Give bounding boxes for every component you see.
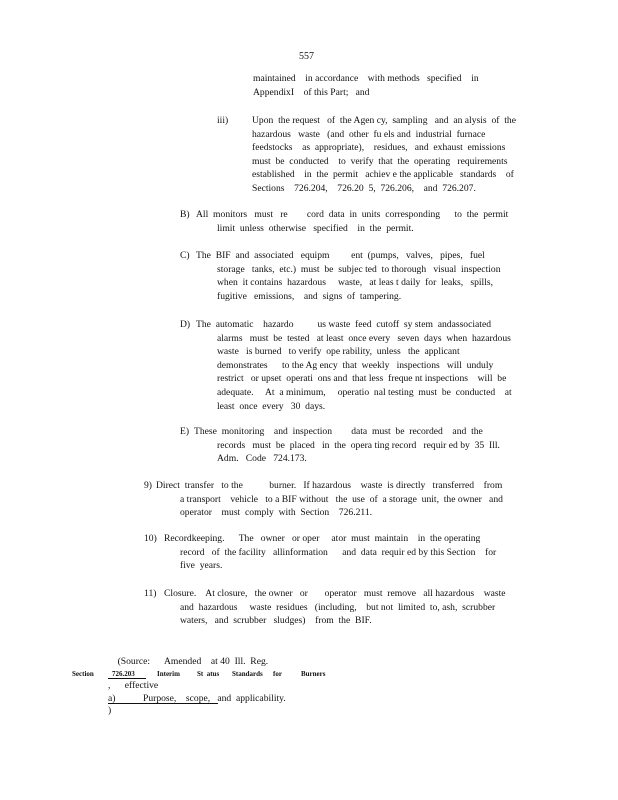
text-line: a transport vehicle to a BIF without the use of a storage unit, the owner and — [180, 493, 503, 505]
item-body — [196, 208, 508, 235]
source-note — [108, 641, 271, 731]
item-body — [196, 249, 501, 303]
text-line: Recordkeeping. The owner or oper ator must maintain in the operating — [164, 533, 481, 544]
text-line: Upon the request of the Agen cy, sampling and an alysis of the — [252, 115, 516, 126]
item-body — [252, 114, 516, 196]
text-line: hazardous waste (and other fu els and industrial furnace — [252, 128, 486, 140]
item-body — [143, 692, 286, 706]
source-separator: , — [108, 680, 111, 692]
text-line: Closure. At closure, the owner or operator must remove all hazardous waste — [164, 588, 506, 599]
text-line: alarms must be tested at least once every seven days when hazardous — [217, 332, 511, 344]
text-line: Sections 726.204, 726.20 5, 726.206, and 726.207. — [252, 182, 476, 194]
text-line: maintained in accordance with methods specified in — [253, 73, 479, 84]
section-number: 726.203 — [112, 670, 135, 678]
source-open: (Source: — [117, 655, 151, 667]
text-line: demonstrates to the Ag ency that weekly inspections will unduly — [217, 359, 494, 371]
text-line: restrict or upset operati ons and that less freque nt inspections will be — [217, 373, 507, 385]
item-label: C) — [180, 250, 190, 261]
section-title-word: St atus — [197, 670, 220, 678]
item-label: 11) — [144, 588, 157, 599]
text-line: record of the facility allinformation and data requir ed by this Section for — [180, 546, 497, 558]
item-body — [156, 479, 503, 520]
text-line: feedstocks as appropriate), residues, and exhaust emissions — [252, 142, 506, 154]
text-line: All monitors must re cord data in units corresponding to the permit — [196, 209, 509, 220]
text-line: adequate. At a minimum, operatio nal testing must be conducted at — [217, 386, 512, 398]
section-title-word: Standards — [232, 670, 263, 678]
text-line: when it contains hazardous waste, at leas t daily for leaks, spills, — [217, 277, 494, 289]
continuation-text — [253, 72, 479, 99]
item-body — [194, 425, 500, 466]
text-line: must be conducted to verify that the operating requirements — [252, 155, 508, 167]
text-line: The BIF and associated equipm ent (pumps, valves, pipes, fuel — [196, 250, 485, 261]
item-body — [164, 587, 506, 628]
source-amended: Amended at 40 Ill. Reg. — [163, 655, 269, 667]
text-line: storage tanks, etc.) must be subjec ted to thorough visual inspection — [217, 263, 501, 275]
text-line: Purpose, scope, and applicability. — [143, 693, 286, 704]
text-line: Adm. Code 724.173. — [217, 453, 307, 465]
text-line: waste is burned to verify ope rability, unless the applicant — [217, 346, 460, 358]
text-line: These monitoring and inspection data must be recorded and the — [194, 426, 483, 437]
section-title-word: Burners — [301, 670, 326, 678]
text-line: fugitive emissions, and signs of tampering. — [217, 290, 402, 302]
text-line: least once every 30 days. — [217, 400, 326, 412]
section-title-word: for — [273, 670, 282, 678]
item-body — [164, 532, 496, 573]
section-word: Section — [72, 670, 94, 678]
text-line: limit unless otherwise specified in the permit. — [217, 222, 414, 234]
text-line: operator must comply with Section 726.211. — [180, 507, 373, 519]
item-label: B) — [180, 209, 190, 220]
text-line: The automatic hazardo us waste feed cutoff sy stem andassociated — [196, 319, 492, 330]
item-label: 10) — [144, 533, 157, 544]
item-label: 9) — [144, 480, 152, 491]
item-label: E) — [180, 426, 190, 437]
text-line: waters, and scrubber sludges) from the BIF. — [180, 615, 372, 627]
item-body — [196, 318, 512, 413]
page-number: 557 — [299, 51, 314, 62]
text-line: records must be placed in the opera ting record requir ed by 35 Ill. — [217, 439, 500, 451]
item-label: D) — [180, 319, 191, 330]
text-line: AppendixI of this Part; and — [253, 86, 370, 98]
source-close: ) — [108, 704, 112, 716]
item-label: a) — [108, 693, 116, 704]
text-line: established in the permit achiev e the applicable standards of — [252, 169, 514, 181]
section-title-word: Interim — [157, 670, 180, 678]
text-line: Direct transfer to the burner. If hazardous waste is directly transferred from — [156, 480, 503, 491]
item-label: iii) — [217, 115, 229, 126]
source-effective: effective — [124, 680, 159, 692]
text-line: and hazardous waste residues (including, but not limited to, ash, scrubber — [180, 601, 496, 613]
text-line: five years. — [180, 560, 223, 572]
